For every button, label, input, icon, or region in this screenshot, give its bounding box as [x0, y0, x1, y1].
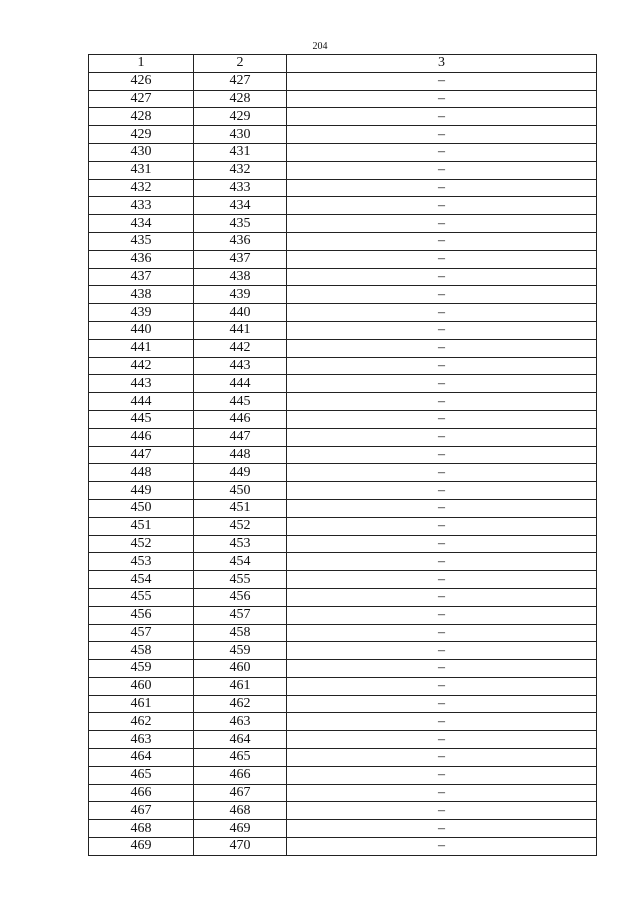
table-cell-col-2: 436 [194, 232, 287, 250]
table-cell-col-3: – [287, 660, 597, 678]
table-cell-col-1: 448 [89, 464, 194, 482]
table-cell-col-3: – [287, 268, 597, 286]
table-cell-col-3: – [287, 517, 597, 535]
table-cell-col-3: – [287, 642, 597, 660]
column-header-3: 3 [287, 55, 597, 73]
table-row [89, 499, 597, 517]
table-cell-col-2: 464 [194, 731, 287, 749]
table-cell-col-3: – [287, 535, 597, 553]
table-cell-col-1: 451 [89, 517, 194, 535]
table-cell-col-1: 444 [89, 393, 194, 411]
table-cell-col-2: 466 [194, 766, 287, 784]
table-row [89, 410, 597, 428]
table-cell-col-1: 430 [89, 143, 194, 161]
table-cell-col-3: – [287, 624, 597, 642]
table-cell-col-2: 452 [194, 517, 287, 535]
table-cell-col-1: 457 [89, 624, 194, 642]
table-cell-col-1: 442 [89, 357, 194, 375]
table-row [89, 660, 597, 678]
table-cell-col-3: – [287, 72, 597, 90]
table-cell-col-2: 433 [194, 179, 287, 197]
table-cell-col-3: – [287, 215, 597, 233]
table-cell-col-2: 457 [194, 606, 287, 624]
table-cell-col-2: 438 [194, 268, 287, 286]
table-cell-col-1: 453 [89, 553, 194, 571]
table-row [89, 393, 597, 411]
table-cell-col-2: 449 [194, 464, 287, 482]
table-row [89, 357, 597, 375]
table-cell-col-2: 429 [194, 108, 287, 126]
table-cell-col-2: 441 [194, 321, 287, 339]
table-cell-col-1: 437 [89, 268, 194, 286]
table-cell-col-3: – [287, 838, 597, 856]
table-cell-col-2: 470 [194, 838, 287, 856]
table-cell-col-3: – [287, 571, 597, 589]
table-row [89, 232, 597, 250]
table-row [89, 108, 597, 126]
table-row [89, 72, 597, 90]
table-row [89, 677, 597, 695]
table-row [89, 197, 597, 215]
table-cell-col-1: 466 [89, 784, 194, 802]
table-cell-col-3: – [287, 820, 597, 838]
table-row [89, 482, 597, 500]
table-cell-col-1: 456 [89, 606, 194, 624]
table-cell-col-3: – [287, 161, 597, 179]
table-cell-col-1: 459 [89, 660, 194, 678]
table-cell-col-2: 437 [194, 250, 287, 268]
table-cell-col-3: – [287, 197, 597, 215]
table-row [89, 126, 597, 144]
table-cell-col-3: – [287, 250, 597, 268]
table-cell-col-2: 460 [194, 660, 287, 678]
table-cell-col-1: 432 [89, 179, 194, 197]
table-cell-col-2: 434 [194, 197, 287, 215]
table-row [89, 535, 597, 553]
table-cell-col-1: 446 [89, 428, 194, 446]
table-row [89, 90, 597, 108]
table-cell-col-1: 434 [89, 215, 194, 233]
table-row [89, 375, 597, 393]
table-row [89, 766, 597, 784]
table-cell-col-2: 427 [194, 72, 287, 90]
table-cell-col-3: – [287, 286, 597, 304]
table-cell-col-2: 458 [194, 624, 287, 642]
table-cell-col-3: – [287, 784, 597, 802]
data-table [88, 54, 597, 856]
table-cell-col-1: 449 [89, 482, 194, 500]
table-cell-col-1: 435 [89, 232, 194, 250]
table-row [89, 553, 597, 571]
table-row [89, 784, 597, 802]
table-cell-col-2: 430 [194, 126, 287, 144]
table-cell-col-3: – [287, 713, 597, 731]
table-cell-col-2: 469 [194, 820, 287, 838]
table-cell-col-3: – [287, 90, 597, 108]
table-row [89, 838, 597, 856]
table-row [89, 321, 597, 339]
table-cell-col-3: – [287, 304, 597, 322]
table-row [89, 179, 597, 197]
table-cell-col-3: – [287, 695, 597, 713]
table-row [89, 286, 597, 304]
table-cell-col-3: – [287, 428, 597, 446]
table-cell-col-3: – [287, 446, 597, 464]
table-cell-col-1: 436 [89, 250, 194, 268]
table-cell-col-1: 464 [89, 749, 194, 767]
table-row [89, 268, 597, 286]
table-cell-col-2: 462 [194, 695, 287, 713]
table-cell-col-3: – [287, 126, 597, 144]
table-row [89, 571, 597, 589]
table-row [89, 304, 597, 322]
table-cell-col-1: 454 [89, 571, 194, 589]
table-cell-col-2: 465 [194, 749, 287, 767]
table-cell-col-3: – [287, 108, 597, 126]
table-cell-col-1: 439 [89, 304, 194, 322]
table-row [89, 731, 597, 749]
table-cell-col-2: 440 [194, 304, 287, 322]
column-header-1: 1 [89, 55, 194, 73]
table-cell-col-3: – [287, 339, 597, 357]
table-row [89, 802, 597, 820]
table-cell-col-2: 442 [194, 339, 287, 357]
table-cell-col-1: 427 [89, 90, 194, 108]
table-cell-col-2: 444 [194, 375, 287, 393]
table-cell-col-2: 431 [194, 143, 287, 161]
table-cell-col-2: 450 [194, 482, 287, 500]
table-body [89, 72, 597, 855]
table-cell-col-1: 433 [89, 197, 194, 215]
table-cell-col-1: 441 [89, 339, 194, 357]
table-cell-col-2: 439 [194, 286, 287, 304]
page-number: 204 [312, 41, 328, 52]
table-cell-col-3: – [287, 606, 597, 624]
table-row [89, 695, 597, 713]
table-row [89, 749, 597, 767]
table-cell-col-1: 463 [89, 731, 194, 749]
table-cell-col-3: – [287, 499, 597, 517]
table-cell-col-2: 456 [194, 588, 287, 606]
table-cell-col-3: – [287, 749, 597, 767]
table-cell-col-1: 458 [89, 642, 194, 660]
table-cell-col-1: 431 [89, 161, 194, 179]
table-cell-col-1: 443 [89, 375, 194, 393]
table-cell-col-2: 432 [194, 161, 287, 179]
table-row [89, 215, 597, 233]
table-cell-col-2: 453 [194, 535, 287, 553]
table-cell-col-2: 435 [194, 215, 287, 233]
table-cell-col-1: 438 [89, 286, 194, 304]
table-cell-col-3: – [287, 357, 597, 375]
table-cell-col-3: – [287, 410, 597, 428]
table-cell-col-3: – [287, 375, 597, 393]
table-row [89, 588, 597, 606]
table-row [89, 606, 597, 624]
column-header-2: 2 [194, 55, 287, 73]
table-cell-col-3: – [287, 393, 597, 411]
table-row [89, 428, 597, 446]
table-cell-col-2: 455 [194, 571, 287, 589]
table-cell-col-1: 447 [89, 446, 194, 464]
table-cell-col-2: 428 [194, 90, 287, 108]
table-cell-col-2: 446 [194, 410, 287, 428]
table-cell-col-2: 447 [194, 428, 287, 446]
table-cell-col-2: 467 [194, 784, 287, 802]
table-cell-col-1: 469 [89, 838, 194, 856]
table-cell-col-3: – [287, 588, 597, 606]
table-cell-col-1: 426 [89, 72, 194, 90]
table-cell-col-3: – [287, 464, 597, 482]
table-cell-col-1: 460 [89, 677, 194, 695]
table-cell-col-3: – [287, 553, 597, 571]
table-cell-col-1: 429 [89, 126, 194, 144]
table-cell-col-1: 450 [89, 499, 194, 517]
table-cell-col-2: 454 [194, 553, 287, 571]
table-row [89, 517, 597, 535]
table-cell-col-3: – [287, 143, 597, 161]
table-cell-col-3: – [287, 321, 597, 339]
table-row [89, 446, 597, 464]
table-row [89, 624, 597, 642]
table-cell-col-1: 467 [89, 802, 194, 820]
table-cell-col-1: 440 [89, 321, 194, 339]
table-cell-col-1: 465 [89, 766, 194, 784]
table-cell-col-3: – [287, 482, 597, 500]
table-cell-col-1: 428 [89, 108, 194, 126]
table-cell-col-1: 445 [89, 410, 194, 428]
table-cell-col-3: – [287, 731, 597, 749]
table-cell-col-2: 468 [194, 802, 287, 820]
table-cell-col-1: 462 [89, 713, 194, 731]
table-cell-col-2: 445 [194, 393, 287, 411]
header-row [89, 55, 597, 73]
table-cell-col-2: 459 [194, 642, 287, 660]
table-row [89, 339, 597, 357]
table-row [89, 161, 597, 179]
table-cell-col-3: – [287, 802, 597, 820]
table-cell-col-2: 448 [194, 446, 287, 464]
table-row [89, 642, 597, 660]
table-cell-col-1: 468 [89, 820, 194, 838]
table-cell-col-2: 443 [194, 357, 287, 375]
table-header [89, 55, 597, 73]
table-cell-col-3: – [287, 179, 597, 197]
table-cell-col-1: 455 [89, 588, 194, 606]
table-cell-col-2: 451 [194, 499, 287, 517]
table-cell-col-1: 452 [89, 535, 194, 553]
table-cell-col-2: 463 [194, 713, 287, 731]
table-cell-col-3: – [287, 232, 597, 250]
table-cell-col-2: 461 [194, 677, 287, 695]
table-row [89, 713, 597, 731]
table-cell-col-3: – [287, 766, 597, 784]
table-cell-col-3: – [287, 677, 597, 695]
table-cell-col-1: 461 [89, 695, 194, 713]
table-row [89, 820, 597, 838]
table-row [89, 464, 597, 482]
table-row [89, 143, 597, 161]
table-row [89, 250, 597, 268]
